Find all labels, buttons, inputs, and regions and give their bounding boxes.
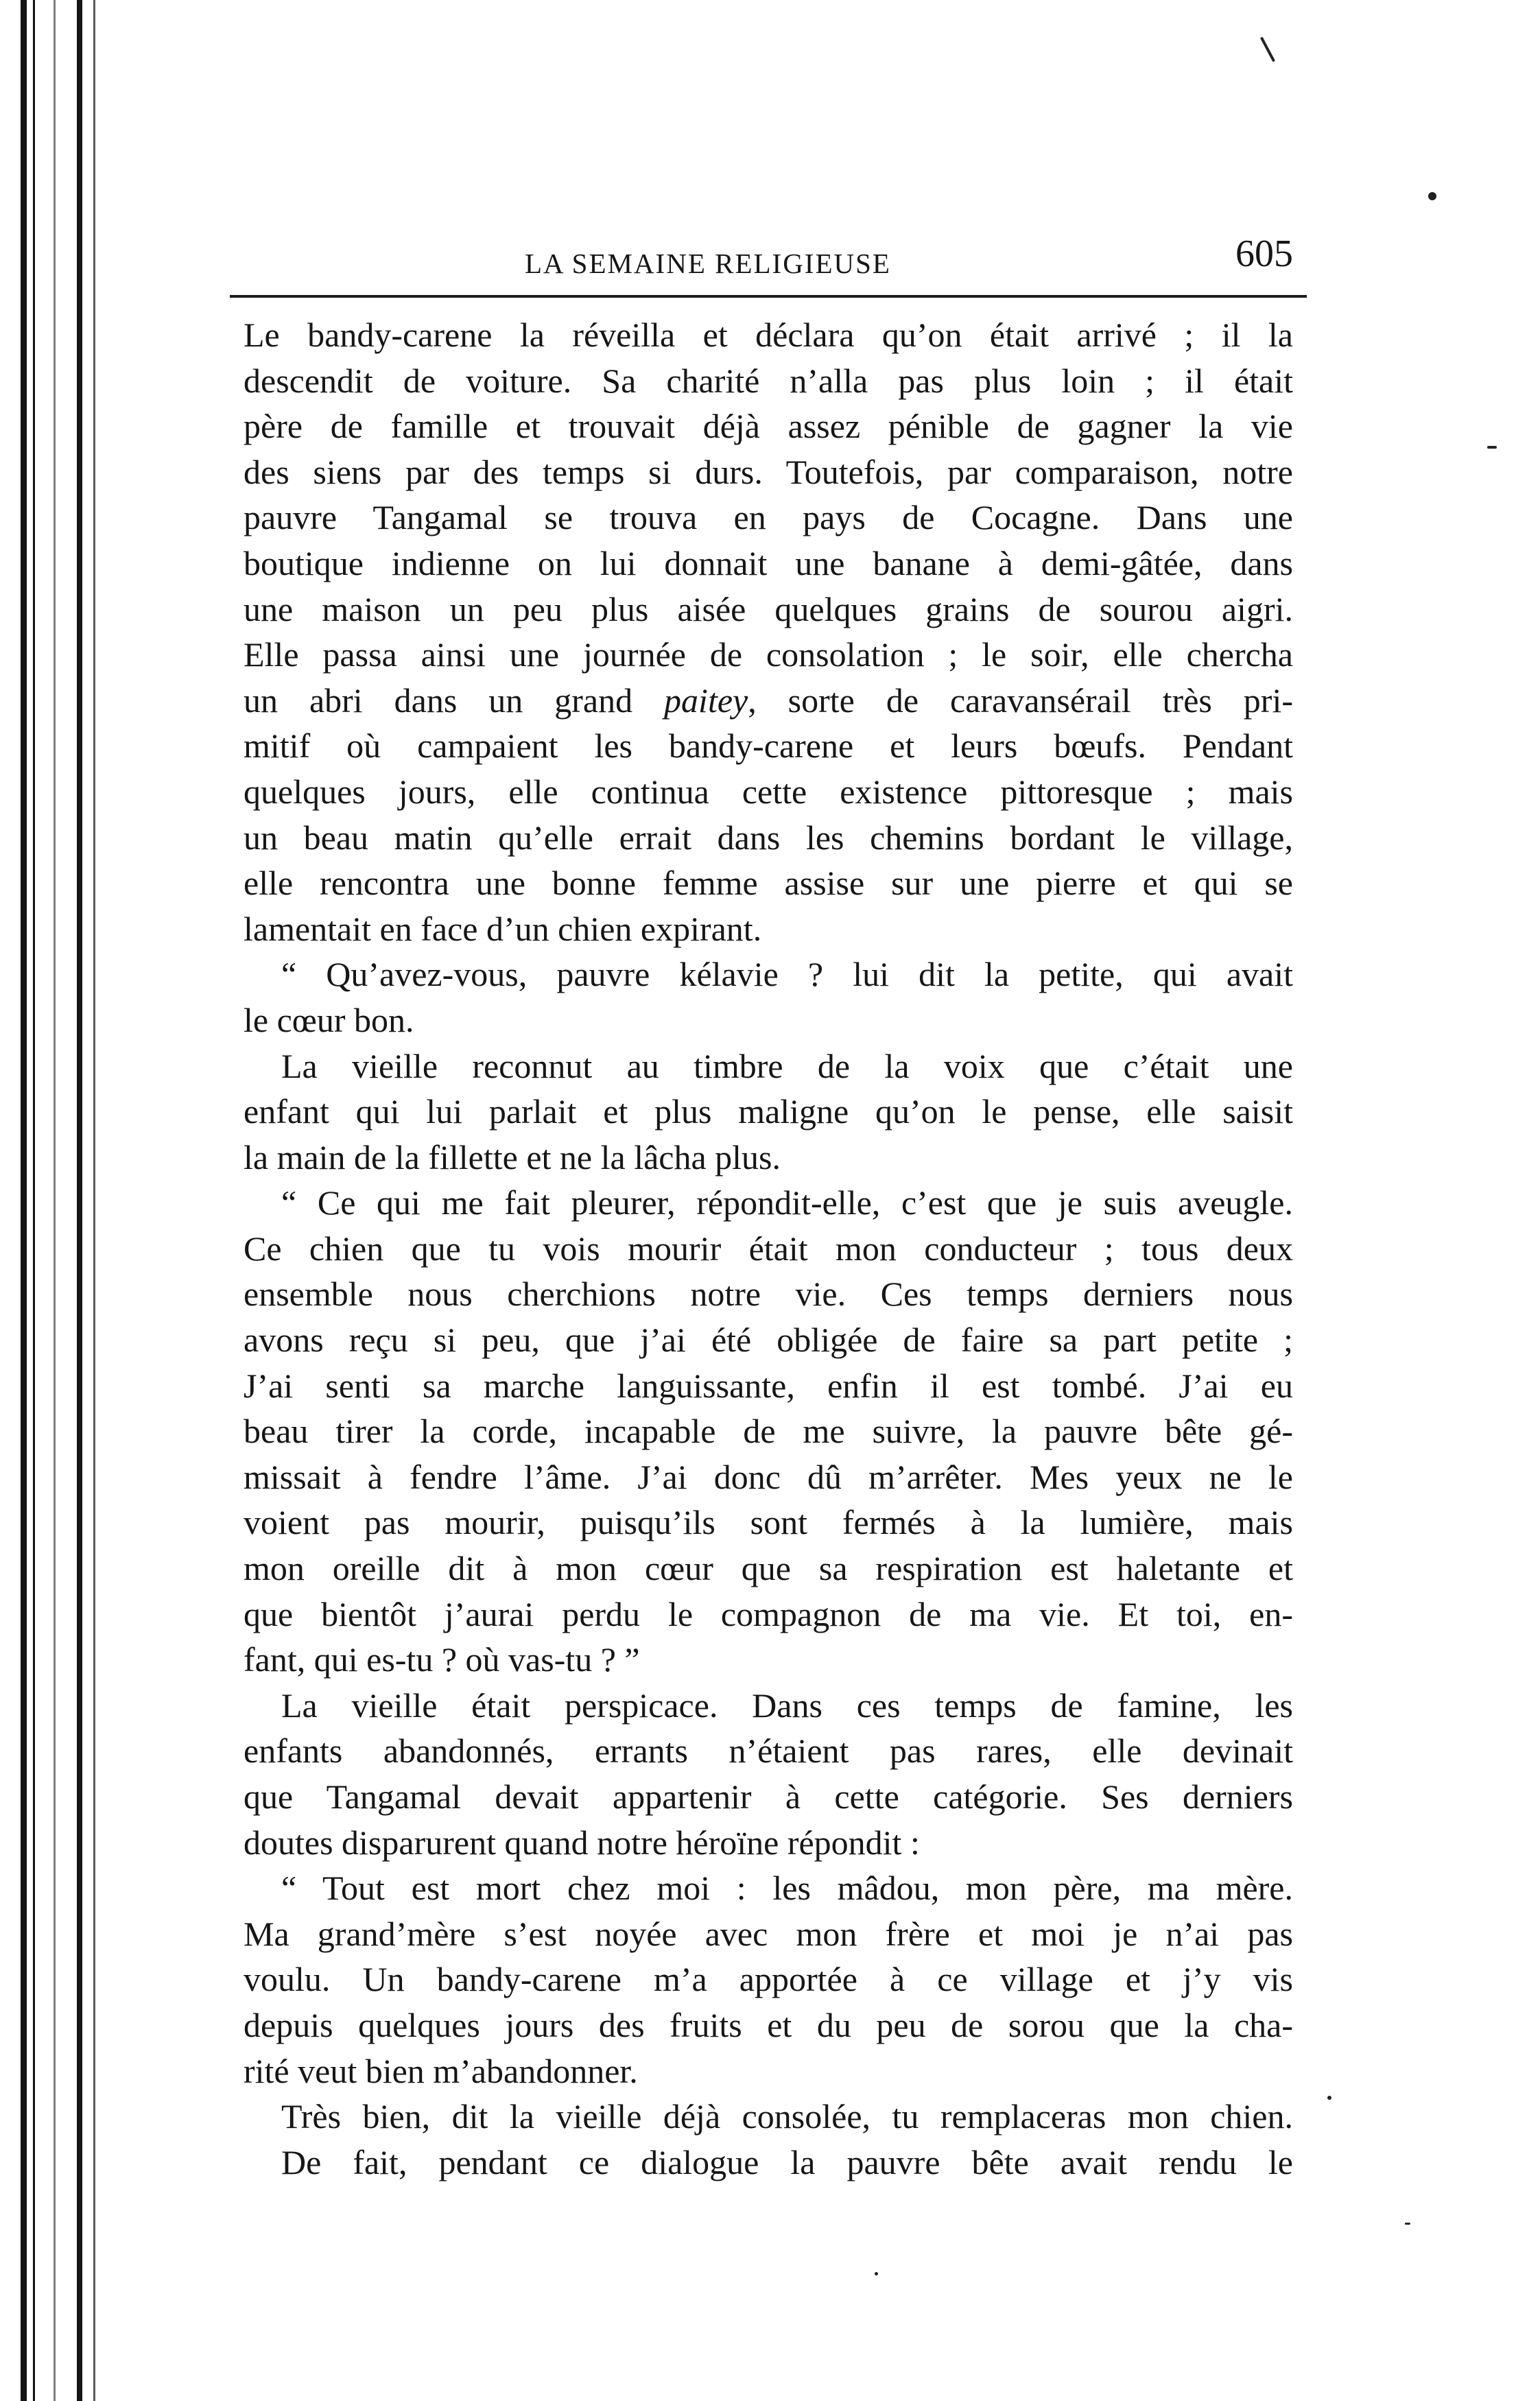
text-line: mitif où campaient les bandy-carene et leurs bœufs. Pendant bbox=[244, 726, 1293, 766]
text-line: elle rencontra une bonne femme assise sur une pierre et qui se bbox=[244, 864, 1293, 903]
text-line: boutique indienne on lui donnait une banane à demi-gâtée, dans bbox=[244, 543, 1293, 582]
text-line: que bientôt j’aurai perdu le compagnon de ma vie. Et toi, en- bbox=[244, 1594, 1293, 1633]
binding-rule bbox=[77, 0, 82, 2401]
page-number: 605 bbox=[1235, 233, 1293, 275]
binding-rule bbox=[93, 0, 95, 2401]
text-line: La vieille était perspicace. Dans ces temps de famine, les bbox=[281, 1686, 1293, 1725]
text-line: avons reçu si peu, que j’ai été obligée de faire sa part petite ; bbox=[244, 1321, 1293, 1360]
scan-speck bbox=[1260, 36, 1275, 62]
text-line: un beau matin qu’elle errait dans les chemins bordant le village, bbox=[244, 818, 1293, 857]
text-line: rité veut bien m’abandonner. bbox=[244, 2051, 638, 2090]
text-segment: un abri dans un grand bbox=[244, 681, 665, 720]
text-line: Elle passa ainsi une journée de consolation ; le soir, elle chercha bbox=[244, 635, 1293, 674]
text-line-with-italic bbox=[244, 678, 1293, 724]
text-line: mon oreille dit à mon cœur que sa respiration est haletante et bbox=[244, 1549, 1293, 1588]
text-line: La vieille reconnut au timbre de la voix que c’était une bbox=[281, 1046, 1293, 1085]
text-line: la main de la fillette et ne la lâcha plus. bbox=[244, 1137, 781, 1176]
text-line: une maison un peu plus aisée quelques grains de sourou aigri. bbox=[244, 589, 1293, 628]
text-line: depuis quelques jours des fruits et du peu de sorou que la cha- bbox=[244, 2005, 1293, 2044]
text-line: beau tirer la corde, incapable de me suivre, la pauvre bête gé- bbox=[244, 1412, 1293, 1451]
text-line: De fait, pendant ce dialogue la pauvre bête avait rendu le bbox=[281, 2142, 1293, 2181]
scan-speck bbox=[1405, 2223, 1410, 2225]
italic-term: paitey bbox=[664, 681, 748, 720]
text-line: Très bien, dit la vieille déjà consolée, tu remplaceras mon chien. bbox=[281, 2097, 1293, 2136]
binding-rule bbox=[21, 0, 27, 2401]
scan-speck bbox=[1487, 446, 1497, 449]
text-segment: , sorte de caravansérail très pri- bbox=[748, 681, 1293, 720]
text-line: descendit de voiture. Sa charité n’alla pas plus loin ; il était bbox=[244, 361, 1293, 400]
scan-speck bbox=[875, 2272, 878, 2275]
scan-speck bbox=[1428, 192, 1436, 200]
text-line: père de famille et trouvait déjà assez pénible de gagner la vie bbox=[244, 407, 1293, 446]
page-header bbox=[230, 232, 1307, 287]
text-line: Ce chien que tu vois mourir était mon conducteur ; tous deux bbox=[244, 1229, 1293, 1268]
text-line: missait à fendre l’âme. J’ai donc dû m’arrêter. Mes yeux ne le bbox=[244, 1457, 1293, 1496]
text-line: J’ai senti sa marche languissante, enfin il est tombé. J’ai eu bbox=[244, 1366, 1293, 1405]
text-line: voient pas mourir, puisqu’ils sont fermés à la lumière, mais bbox=[244, 1503, 1293, 1542]
header-rule bbox=[230, 295, 1307, 298]
text-line: des siens par des temps si durs. Toutefois, par comparaison, notre bbox=[244, 452, 1293, 491]
text-line: ensemble nous cherchions notre vie. Ces temps derniers nous bbox=[244, 1275, 1293, 1314]
text-line: lamentait en face d’un chien expirant. bbox=[244, 909, 762, 948]
binding-edge bbox=[0, 0, 103, 2401]
text-line: “ Tout est mort chez moi : les mâdou, mon père, ma mère. bbox=[281, 1869, 1293, 1908]
text-line: fant, qui es-tu ? où vas-tu ? ” bbox=[244, 1640, 640, 1679]
text-line: voulu. Un bandy-carene m’a apportée à ce village et j’y vis bbox=[244, 1960, 1293, 1999]
text-line: quelques jours, elle continua cette existence pittoresque ; mais bbox=[244, 772, 1293, 811]
text-line: “ Ce qui me fait pleurer, répondit-elle, c’est que je suis aveugle. bbox=[281, 1183, 1293, 1222]
text-line: que Tangamal devait appartenir à cette catégorie. Ses derniers bbox=[244, 1777, 1293, 1816]
text-line: le cœur bon. bbox=[244, 1000, 414, 1039]
running-title: LA SEMAINE RELIGIEUSE bbox=[525, 248, 891, 279]
binding-rule bbox=[33, 0, 35, 2401]
text-line: Le bandy-carene la réveilla et déclara qu’on était arrivé ; il la bbox=[244, 316, 1293, 354]
text-line: enfant qui lui parlait et plus maligne qu’on le pense, elle saisit bbox=[244, 1092, 1293, 1131]
text-line: “ Qu’avez-vous, pauvre kélavie ? lui dit la petite, qui avait bbox=[281, 955, 1293, 994]
scan-speck bbox=[1327, 2096, 1331, 2100]
body-text bbox=[244, 312, 1293, 2185]
text-line: doutes disparurent quand notre héroïne répondit : bbox=[244, 1823, 920, 1862]
text-line: Ma grand’mère s’est noyée avec mon frère et moi je n’ai pas bbox=[244, 1914, 1293, 1953]
binding-rule bbox=[54, 0, 56, 2401]
text-line: enfants abandonnés, errants n’étaient pas rares, elle devinait bbox=[244, 1731, 1293, 1771]
text-line: pauvre Tangamal se trouva en pays de Cocagne. Dans une bbox=[244, 498, 1293, 537]
